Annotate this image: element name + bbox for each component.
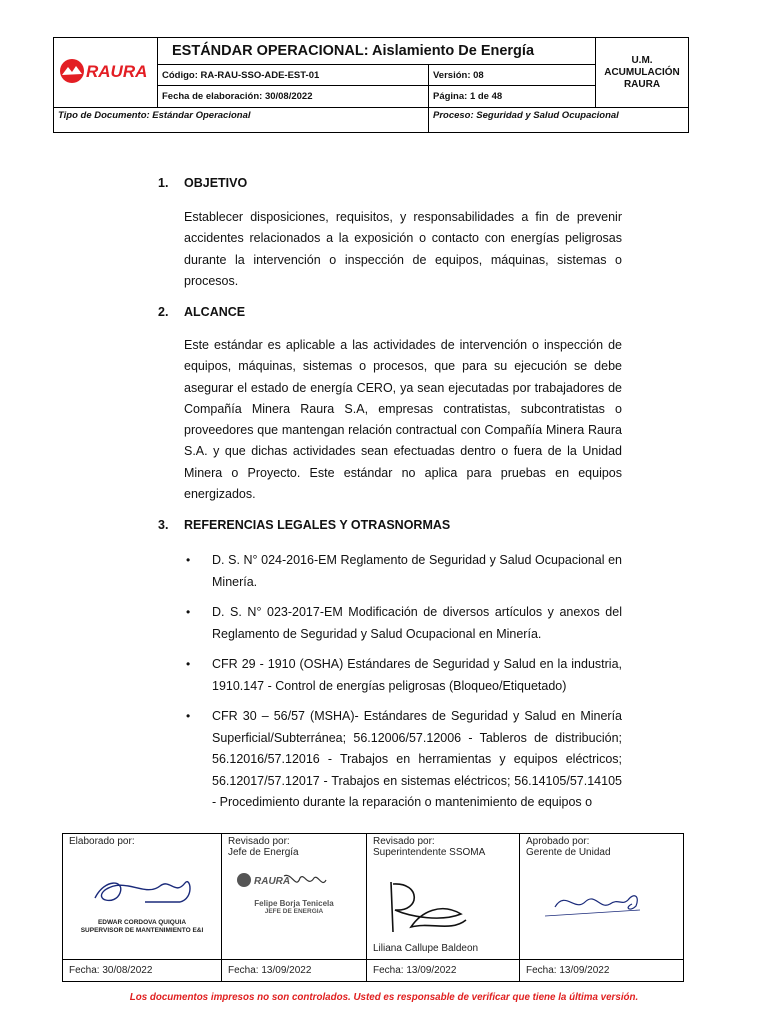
aprobado-label: Aprobado por: <box>526 836 590 847</box>
revisado-2-label: Revisado por: <box>373 836 435 847</box>
document-type: Tipo de Documento: Estándar Operacional <box>54 108 429 133</box>
revisado-2-cell <box>367 834 520 960</box>
list-item <box>186 654 622 697</box>
section-2-number: 2. <box>158 305 169 319</box>
document-title: ESTÁNDAR OPERACIONAL: Aislamiento De Energía <box>158 38 596 65</box>
list-item <box>186 706 622 814</box>
list-item <box>186 550 622 593</box>
signature-elaborado <box>85 868 205 918</box>
revisado-1-stamp <box>222 900 366 916</box>
reference-text: CFR 30 – 56/57 (MSHA)- Estándares de Seguridad y Salud en Minería Superficial/Subterránea; 56.12006/57.12006 - Tableros de distribución; 56.12016/57.12016 - Trabajos en herramientas y equipos eléctricos; 56.12017/57.12017 - Trabajos en sistemas eléctricos; 56.14105/57.14105 - Procedimiento durante la reparación o mantenimiento de equipos o <box>212 709 622 809</box>
brand-name: RAURA <box>86 62 148 81</box>
signature-revisado-1 <box>234 870 334 902</box>
section-2-title: ALCANCE <box>184 305 246 319</box>
elaborado-label: Elaborado por: <box>69 836 135 847</box>
elaborado-stamp-name: EDWAR CORDOVA QUIQUIA <box>97 919 187 926</box>
elaborado-stamp <box>63 919 221 935</box>
section-1-heading <box>158 176 247 190</box>
section-1-text: Establecer disposiciones, requisitos, y responsabilidades a fin de prevenir accidentes relacionados a la exposición o contacto con energías peligrosas durante la intervención o inspección de equipos, máquinas, sistemas o procesos. <box>184 210 622 288</box>
signature-table <box>62 833 684 982</box>
revisado-2-name: Liliana Callupe Baldeon <box>373 943 479 954</box>
reference-text: CFR 29 - 1910 (OSHA) Estándares de Seguridad y Salud en la industria, 1910.147 - Control de energías peligrosas (Bloqueo/Etiquetado) <box>212 657 622 693</box>
aprobado-role: Gerente de Unidad <box>526 847 611 858</box>
revisado-1-role: Jefe de Energía <box>228 847 299 858</box>
reference-text: D. S. N° 024-2016-EM Reglamento de Seguridad y Salud Ocupacional en Minería. <box>212 553 622 589</box>
section-2-heading <box>158 305 245 319</box>
revisado-2-date: Fecha: 13/09/2022 <box>367 960 520 982</box>
bullet-icon: • <box>186 553 191 567</box>
footer-disclaimer: Los documentos impresos no son controlados. Usted es responsable de verificar que tiene la última versión. <box>129 992 639 1003</box>
document-version: Versión: 08 <box>429 64 596 86</box>
aprobado-date: Fecha: 13/09/2022 <box>520 960 684 982</box>
revisado-1-cell <box>222 834 367 960</box>
list-item <box>186 602 622 645</box>
bullet-icon: • <box>186 657 191 671</box>
unit-line-3: RAURA <box>623 78 661 90</box>
references-list <box>186 550 622 823</box>
bullet-icon: • <box>186 605 191 619</box>
section-3-number: 3. <box>158 518 169 532</box>
stamp-brand: RAURA <box>254 876 291 887</box>
revisado-1-stamp-name: Felipe Borja Tenicela <box>254 899 334 908</box>
revisado-1-stamp-role: JEFE DE ENERGIA <box>264 908 324 915</box>
document-date: Fecha de elaboración: 30/08/2022 <box>158 86 429 108</box>
unit-line-1: U.M. <box>631 54 653 66</box>
unit-line-2: ACUMULACIÓN <box>604 66 680 78</box>
revisado-1-date: Fecha: 13/09/2022 <box>222 960 367 982</box>
logo-cell <box>54 38 158 108</box>
section-1-title: OBJETIVO <box>184 176 248 190</box>
raura-logo <box>54 38 157 104</box>
revisado-2-role: Superintendente SSOMA <box>373 847 486 858</box>
elaborado-cell <box>63 834 222 960</box>
signature-aprobado <box>540 882 650 922</box>
unit-cell <box>596 38 689 108</box>
section-3-title: REFERENCIAS LEGALES Y OTRASNORMAS <box>184 518 451 532</box>
aprobado-cell <box>520 834 684 960</box>
section-2-text: Este estándar es aplicable a las actividades de intervención o inspección de equipos, máquinas, sistemas o procesos, que para su ejecución se debe asegurar el estado de energía CERO, ya sean ejecutadas por trabajadores de Compañía Minera Raura S.A, empresas contratistas, subcontratistas o proveedores que mantengan relación contractual con Compañía Minera Raura S.A. y que dichas actividades sean efectuadas dentro o fuera de la Unidad Minera o Proyecto. Este estándar no aplica para pruebas en equipos energizados. <box>184 338 622 502</box>
section-3-heading <box>158 518 450 532</box>
revisado-1-label: Revisado por: <box>228 836 290 847</box>
reference-text: D. S. N° 023-2017-EM Modificación de diversos artículos y anexos del Reglamento de Seguridad y Salud Ocupacional en Minería. <box>212 605 622 641</box>
document-process: Proceso: Seguridad y Salud Ocupacional <box>429 108 689 133</box>
document-header <box>53 37 689 133</box>
elaborado-stamp-role: SUPERVISOR DE MANTENIMIENTO E&I <box>80 927 204 934</box>
page-number: Página: 1 de 48 <box>429 86 596 108</box>
document-code: Código: RA-RAU-SSO-ADE-EST-01 <box>158 64 429 86</box>
signature-revisado-2 <box>381 872 471 942</box>
section-1-number: 1. <box>158 176 169 190</box>
elaborado-date: Fecha: 30/08/2022 <box>63 960 222 982</box>
bullet-icon: • <box>186 709 191 723</box>
